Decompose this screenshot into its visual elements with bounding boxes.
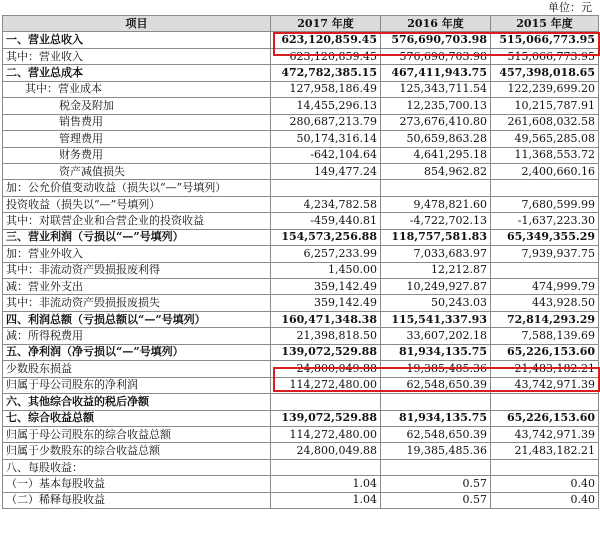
value-2016: 62,548,650.39 bbox=[381, 426, 491, 442]
column-header-item: 项目 bbox=[3, 16, 271, 32]
value-2016: 81,934,135.75 bbox=[381, 344, 491, 360]
value-2017: 14,455,296.13 bbox=[271, 98, 381, 114]
row-label: 资产减值损失 bbox=[3, 163, 271, 179]
table-header-row bbox=[3, 16, 599, 32]
row-label: 二、营业总成本 bbox=[3, 65, 271, 81]
value-2016: 19,385,485.36 bbox=[381, 361, 491, 377]
table-row bbox=[3, 361, 599, 377]
value-2017: 1.04 bbox=[271, 492, 381, 508]
value-2015 bbox=[491, 394, 599, 410]
column-header-2015: 2015 年度 bbox=[491, 16, 599, 32]
value-2016: 854,962.82 bbox=[381, 163, 491, 179]
value-2015: 457,398,018.65 bbox=[491, 65, 599, 81]
table-row bbox=[3, 196, 599, 212]
table-row bbox=[3, 344, 599, 360]
value-2015: 122,239,699.20 bbox=[491, 81, 599, 97]
row-label: 四、利润总额（亏损总额以“—”号填列） bbox=[3, 311, 271, 327]
value-2015: 7,588,139.69 bbox=[491, 328, 599, 344]
row-label: 销售费用 bbox=[3, 114, 271, 130]
value-2017: 472,782,385.15 bbox=[271, 65, 381, 81]
value-2015: 49,565,285.08 bbox=[491, 131, 599, 147]
value-2015: 21,483,182.21 bbox=[491, 361, 599, 377]
table-row bbox=[3, 295, 599, 311]
column-header-2017: 2017 年度 bbox=[271, 16, 381, 32]
value-2016: 81,934,135.75 bbox=[381, 410, 491, 426]
table-row bbox=[3, 65, 599, 81]
row-label: 减：所得税费用 bbox=[3, 328, 271, 344]
value-2015: 65,226,153.60 bbox=[491, 410, 599, 426]
row-label: 其中：营业成本 bbox=[3, 81, 271, 97]
value-2017: 280,687,213.79 bbox=[271, 114, 381, 130]
value-2017: 6,257,233.99 bbox=[271, 246, 381, 262]
table-row bbox=[3, 262, 599, 278]
value-2015: 21,483,182.21 bbox=[491, 443, 599, 459]
value-2017: 4,234,782.58 bbox=[271, 196, 381, 212]
value-2016: 50,243.03 bbox=[381, 295, 491, 311]
row-label: 八、每股收益： bbox=[3, 459, 271, 475]
value-2015: 443,928.50 bbox=[491, 295, 599, 311]
value-2017: 139,072,529.88 bbox=[271, 344, 381, 360]
value-2015: 261,608,032.58 bbox=[491, 114, 599, 130]
value-2016: 0.57 bbox=[381, 492, 491, 508]
value-2016: 273,676,410.80 bbox=[381, 114, 491, 130]
value-2016: 12,212.87 bbox=[381, 262, 491, 278]
row-label: 归属于母公司股东的综合收益总额 bbox=[3, 426, 271, 442]
table-row bbox=[3, 147, 599, 163]
value-2017: 50,174,316.14 bbox=[271, 131, 381, 147]
value-2017: 24,800,049.88 bbox=[271, 443, 381, 459]
value-2016: 12,235,700.13 bbox=[381, 98, 491, 114]
value-2017: 127,958,186.49 bbox=[271, 81, 381, 97]
value-2017: 139,072,529.88 bbox=[271, 410, 381, 426]
table-row bbox=[3, 32, 599, 48]
table-row bbox=[3, 459, 599, 475]
value-2015: 2,400,660.16 bbox=[491, 163, 599, 179]
value-2017: 21,398,818.50 bbox=[271, 328, 381, 344]
value-2017: 1,450.00 bbox=[271, 262, 381, 278]
value-2017 bbox=[271, 394, 381, 410]
value-2017: 1.04 bbox=[271, 476, 381, 492]
value-2016 bbox=[381, 180, 491, 196]
value-2016: 9,478,821.60 bbox=[381, 196, 491, 212]
value-2015: 474,999.79 bbox=[491, 279, 599, 295]
table-row bbox=[3, 328, 599, 344]
table-row bbox=[3, 48, 599, 64]
table-row bbox=[3, 394, 599, 410]
table-row bbox=[3, 131, 599, 147]
table-row bbox=[3, 492, 599, 508]
value-2016: 118,757,581.83 bbox=[381, 229, 491, 245]
value-2017: 114,272,480.00 bbox=[271, 377, 381, 393]
row-label: 其中：营业收入 bbox=[3, 48, 271, 64]
value-2015: 10,215,787.91 bbox=[491, 98, 599, 114]
table-row bbox=[3, 426, 599, 442]
value-2016: 62,548,650.39 bbox=[381, 377, 491, 393]
row-label: 其中：非流动资产毁损报废损失 bbox=[3, 295, 271, 311]
table-row bbox=[3, 246, 599, 262]
value-2016 bbox=[381, 459, 491, 475]
column-header-2016: 2016 年度 bbox=[381, 16, 491, 32]
value-2016: 467,411,943.75 bbox=[381, 65, 491, 81]
row-label: 加：公允价值变动收益（损失以“—”号填列） bbox=[3, 180, 271, 196]
value-2016: 576,690,703.98 bbox=[381, 48, 491, 64]
value-2017: 154,573,256.88 bbox=[271, 229, 381, 245]
value-2016: 10,249,927.87 bbox=[381, 279, 491, 295]
income-statement-table bbox=[2, 15, 599, 509]
row-label: 七、综合收益总额 bbox=[3, 410, 271, 426]
table-row bbox=[3, 98, 599, 114]
value-2017: -642,104.64 bbox=[271, 147, 381, 163]
row-label: 少数股东损益 bbox=[3, 361, 271, 377]
row-label: 减：营业外支出 bbox=[3, 279, 271, 295]
row-label: 六、其他综合收益的税后净额 bbox=[3, 394, 271, 410]
value-2017: 24,800,049.88 bbox=[271, 361, 381, 377]
value-2015: 7,680,599.99 bbox=[491, 196, 599, 212]
row-label: 财务费用 bbox=[3, 147, 271, 163]
row-label: 投资收益（损失以“—”号填列） bbox=[3, 196, 271, 212]
value-2015: 0.40 bbox=[491, 476, 599, 492]
row-label: （一）基本每股收益 bbox=[3, 476, 271, 492]
value-2016: 0.57 bbox=[381, 476, 491, 492]
row-label: 三、营业利润（亏损以“—”号填列） bbox=[3, 229, 271, 245]
value-2015: 65,226,153.60 bbox=[491, 344, 599, 360]
row-label: 归属于少数股东的综合收益总额 bbox=[3, 443, 271, 459]
value-2017: 114,272,480.00 bbox=[271, 426, 381, 442]
value-2015: 72,814,293.29 bbox=[491, 311, 599, 327]
value-2015 bbox=[491, 262, 599, 278]
unit-label: 单位：元 bbox=[548, 1, 592, 14]
row-label: 其中：对联营企业和合营企业的投资收益 bbox=[3, 213, 271, 229]
value-2016: 33,607,202.18 bbox=[381, 328, 491, 344]
value-2016: 7,033,683.97 bbox=[381, 246, 491, 262]
value-2016: 115,541,337.93 bbox=[381, 311, 491, 327]
value-2015: 43,742,971.39 bbox=[491, 426, 599, 442]
row-label: 五、净利润（净亏损以“—”号填列） bbox=[3, 344, 271, 360]
table-row bbox=[3, 81, 599, 97]
value-2015: 515,066,773.95 bbox=[491, 48, 599, 64]
value-2015: 65,349,355.29 bbox=[491, 229, 599, 245]
value-2015: 0.40 bbox=[491, 492, 599, 508]
table-row bbox=[3, 443, 599, 459]
table-row bbox=[3, 311, 599, 327]
value-2017: 149,477.24 bbox=[271, 163, 381, 179]
row-label: 加：营业外收入 bbox=[3, 246, 271, 262]
value-2017: 160,471,348.38 bbox=[271, 311, 381, 327]
row-label: 一、营业总收入 bbox=[3, 32, 271, 48]
value-2015: 43,742,971.39 bbox=[491, 377, 599, 393]
value-2015: 7,939,937.75 bbox=[491, 246, 599, 262]
table-row bbox=[3, 410, 599, 426]
table-row bbox=[3, 229, 599, 245]
value-2016 bbox=[381, 394, 491, 410]
value-2017: 623,120,859.45 bbox=[271, 48, 381, 64]
value-2015 bbox=[491, 459, 599, 475]
value-2015: -1,637,223.30 bbox=[491, 213, 599, 229]
value-2016: 576,690,703.98 bbox=[381, 32, 491, 48]
row-label: 税金及附加 bbox=[3, 98, 271, 114]
table-row bbox=[3, 114, 599, 130]
value-2016: 4,641,295.18 bbox=[381, 147, 491, 163]
table-row bbox=[3, 279, 599, 295]
row-label: 管理费用 bbox=[3, 131, 271, 147]
row-label: （二）稀释每股收益 bbox=[3, 492, 271, 508]
table-row bbox=[3, 476, 599, 492]
value-2017 bbox=[271, 180, 381, 196]
table-row bbox=[3, 163, 599, 179]
table-row bbox=[3, 180, 599, 196]
row-label: 其中：非流动资产毁损报废利得 bbox=[3, 262, 271, 278]
row-label: 归属于母公司股东的净利润 bbox=[3, 377, 271, 393]
value-2016: 19,385,485.36 bbox=[381, 443, 491, 459]
value-2016: 50,659,863.28 bbox=[381, 131, 491, 147]
value-2017: 623,120,859.45 bbox=[271, 32, 381, 48]
value-2015: 11,368,553.72 bbox=[491, 147, 599, 163]
table-row bbox=[3, 377, 599, 393]
table-row bbox=[3, 213, 599, 229]
value-2017: 359,142.49 bbox=[271, 295, 381, 311]
value-2017: -459,440.81 bbox=[271, 213, 381, 229]
value-2017: 359,142.49 bbox=[271, 279, 381, 295]
value-2015: 515,066,773.95 bbox=[491, 32, 599, 48]
value-2017 bbox=[271, 459, 381, 475]
value-2016: -4,722,702.13 bbox=[381, 213, 491, 229]
value-2016: 125,343,711.54 bbox=[381, 81, 491, 97]
value-2015 bbox=[491, 180, 599, 196]
